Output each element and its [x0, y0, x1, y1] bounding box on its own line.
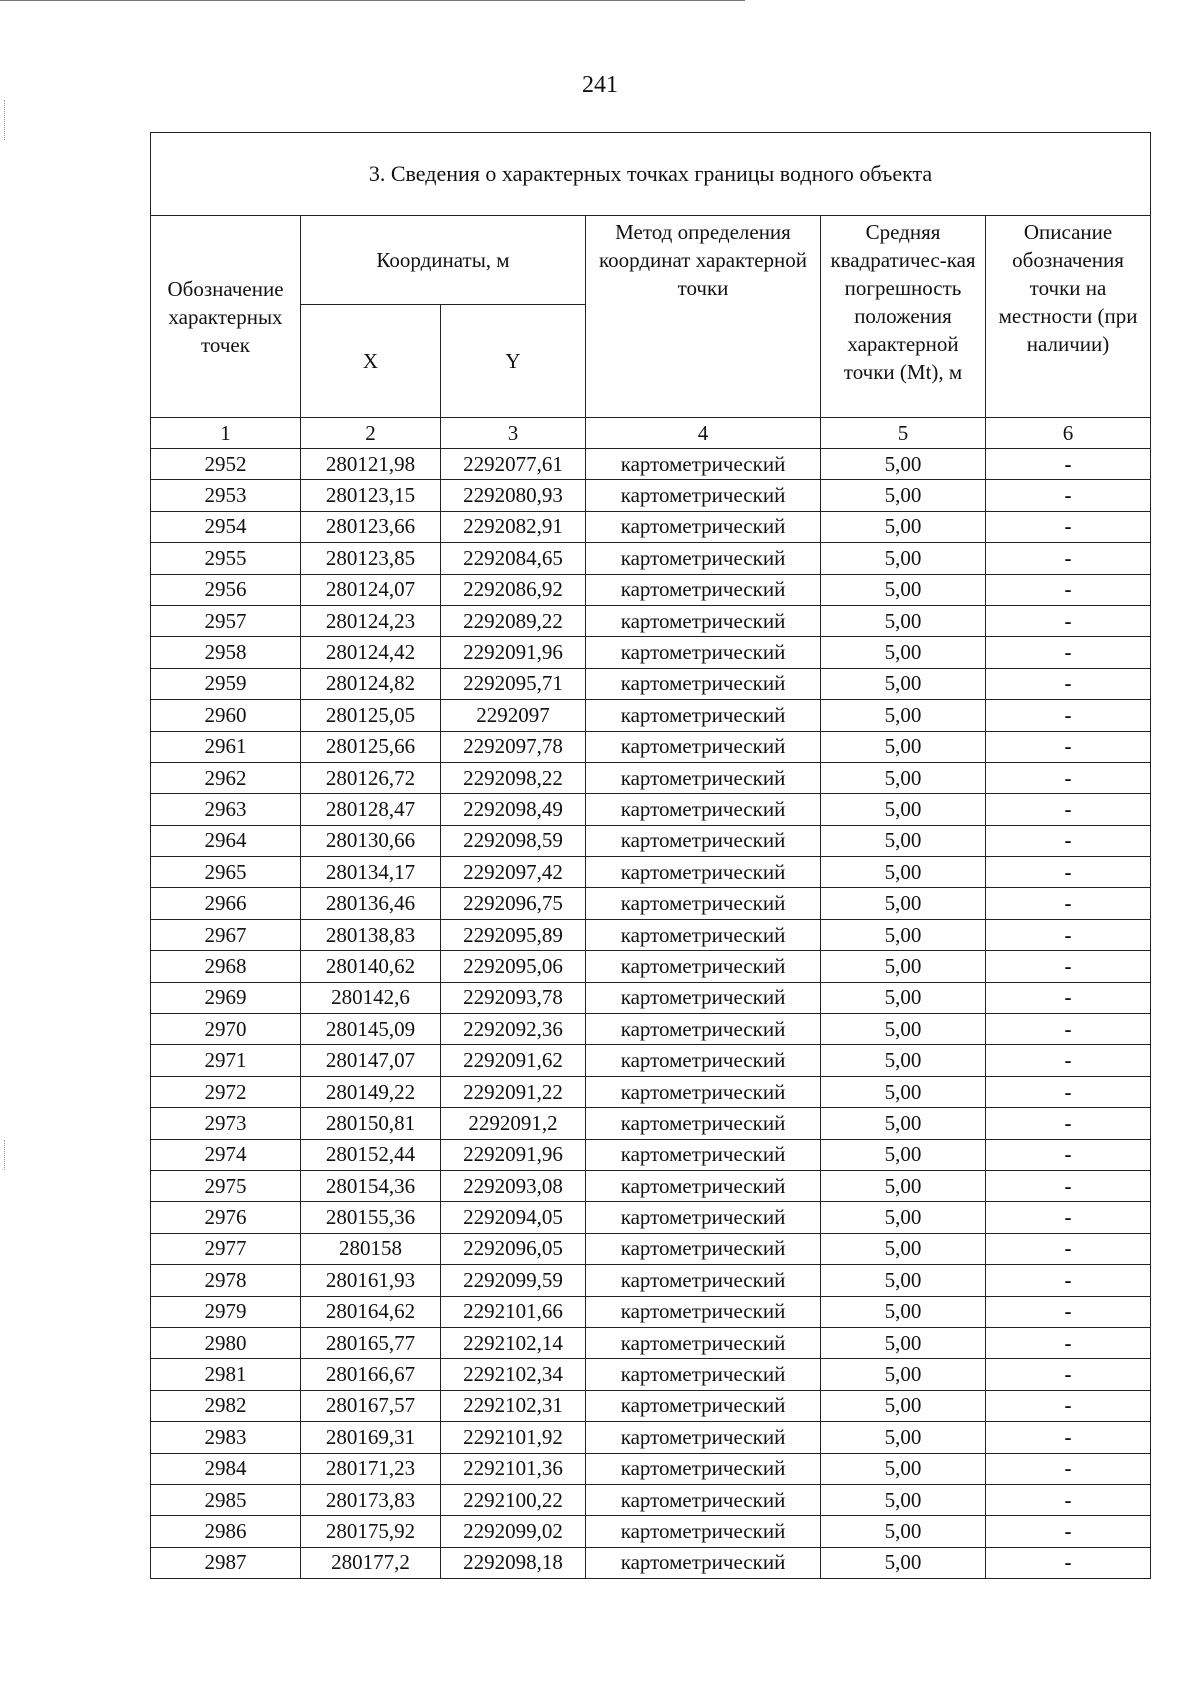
x-coordinate-cell: 280140,62 — [301, 951, 441, 982]
boundary-points-table — [150, 132, 1151, 1579]
table-title: 3. Сведения о характерных точках границы водного объекта — [151, 133, 1151, 216]
description-cell: - — [986, 1265, 1151, 1296]
method-cell: картометрический — [586, 1516, 821, 1547]
description-cell: - — [986, 574, 1151, 605]
y-coordinate-cell: 2292102,34 — [441, 1359, 586, 1390]
x-coordinate-cell: 280147,07 — [301, 1045, 441, 1076]
point-number-cell: 2968 — [151, 951, 301, 982]
x-coordinate-cell: 280167,57 — [301, 1390, 441, 1421]
y-coordinate-cell: 2292092,36 — [441, 1014, 586, 1045]
description-cell: - — [986, 637, 1151, 668]
method-cell: картометрический — [586, 825, 821, 856]
table-row — [151, 1484, 1151, 1515]
column-number: 1 — [151, 418, 301, 449]
y-coordinate-cell: 2292093,08 — [441, 1170, 586, 1201]
point-number-cell: 2970 — [151, 1014, 301, 1045]
description-cell: - — [986, 1202, 1151, 1233]
header-designation: Обозначение характерных точек — [151, 216, 301, 418]
x-coordinate-cell: 280173,83 — [301, 1484, 441, 1515]
description-cell: - — [986, 888, 1151, 919]
y-coordinate-cell: 2292080,93 — [441, 480, 586, 511]
point-number-cell: 2973 — [151, 1108, 301, 1139]
table-row — [151, 1453, 1151, 1484]
table-row — [151, 1516, 1151, 1547]
description-cell: - — [986, 731, 1151, 762]
description-cell: - — [986, 794, 1151, 825]
x-coordinate-cell: 280134,17 — [301, 857, 441, 888]
method-cell: картометрический — [586, 668, 821, 699]
y-coordinate-cell: 2292098,22 — [441, 762, 586, 793]
description-cell: - — [986, 982, 1151, 1013]
description-cell: - — [986, 480, 1151, 511]
method-cell: картометрический — [586, 700, 821, 731]
point-number-cell: 2952 — [151, 449, 301, 480]
table-row — [151, 668, 1151, 699]
description-cell: - — [986, 605, 1151, 636]
method-cell: картометрический — [586, 1202, 821, 1233]
y-coordinate-cell: 2292091,22 — [441, 1076, 586, 1107]
y-coordinate-cell: 2292095,71 — [441, 668, 586, 699]
x-coordinate-cell: 280177,2 — [301, 1547, 441, 1578]
method-cell: картометрический — [586, 511, 821, 542]
table-row — [151, 543, 1151, 574]
point-number-cell: 2978 — [151, 1265, 301, 1296]
error-cell: 5,00 — [821, 637, 986, 668]
method-cell: картометрический — [586, 480, 821, 511]
error-cell: 5,00 — [821, 1170, 986, 1201]
y-coordinate-cell: 2292101,92 — [441, 1422, 586, 1453]
y-coordinate-cell: 2292089,22 — [441, 605, 586, 636]
description-cell: - — [986, 1359, 1151, 1390]
error-cell: 5,00 — [821, 1014, 986, 1045]
point-number-cell: 2981 — [151, 1359, 301, 1390]
method-cell: картометрический — [586, 1076, 821, 1107]
y-coordinate-cell: 2292097,78 — [441, 731, 586, 762]
point-number-cell: 2971 — [151, 1045, 301, 1076]
description-cell: - — [986, 1233, 1151, 1264]
description-cell: - — [986, 1296, 1151, 1327]
x-coordinate-cell: 280123,85 — [301, 543, 441, 574]
description-cell: - — [986, 1453, 1151, 1484]
method-cell: картометрический — [586, 951, 821, 982]
description-cell: - — [986, 700, 1151, 731]
table-row — [151, 731, 1151, 762]
table-row — [151, 951, 1151, 982]
method-cell: картометрический — [586, 1390, 821, 1421]
error-cell: 5,00 — [821, 700, 986, 731]
table-row — [151, 982, 1151, 1013]
x-coordinate-cell: 280154,36 — [301, 1170, 441, 1201]
column-numbers-row — [151, 418, 1151, 449]
x-coordinate-cell: 280166,67 — [301, 1359, 441, 1390]
table-row — [151, 605, 1151, 636]
x-coordinate-cell: 280161,93 — [301, 1265, 441, 1296]
point-number-cell: 2983 — [151, 1422, 301, 1453]
description-cell: - — [986, 1390, 1151, 1421]
x-coordinate-cell: 280158 — [301, 1233, 441, 1264]
method-cell: картометрический — [586, 1327, 821, 1358]
table-row — [151, 888, 1151, 919]
y-coordinate-cell: 2292091,62 — [441, 1045, 586, 1076]
x-coordinate-cell: 280155,36 — [301, 1202, 441, 1233]
y-coordinate-cell: 2292100,22 — [441, 1484, 586, 1515]
table-row — [151, 919, 1151, 950]
point-number-cell: 2969 — [151, 982, 301, 1013]
y-coordinate-cell: 2292091,96 — [441, 1139, 586, 1170]
table-row — [151, 825, 1151, 856]
x-coordinate-cell: 280171,23 — [301, 1453, 441, 1484]
method-cell: картометрический — [586, 762, 821, 793]
y-coordinate-cell: 2292096,05 — [441, 1233, 586, 1264]
column-number: 6 — [986, 418, 1151, 449]
point-number-cell: 2980 — [151, 1327, 301, 1358]
y-coordinate-cell: 2292099,02 — [441, 1516, 586, 1547]
x-coordinate-cell: 280130,66 — [301, 825, 441, 856]
x-coordinate-cell: 280169,31 — [301, 1422, 441, 1453]
y-coordinate-cell: 2292098,18 — [441, 1547, 586, 1578]
method-cell: картометрический — [586, 794, 821, 825]
description-cell: - — [986, 1139, 1151, 1170]
description-cell: - — [986, 1170, 1151, 1201]
y-coordinate-cell: 2292097,42 — [441, 857, 586, 888]
error-cell: 5,00 — [821, 1296, 986, 1327]
point-number-cell: 2956 — [151, 574, 301, 605]
column-number: 4 — [586, 418, 821, 449]
error-cell: 5,00 — [821, 1359, 986, 1390]
table-row — [151, 511, 1151, 542]
point-number-cell: 2964 — [151, 825, 301, 856]
error-cell: 5,00 — [821, 731, 986, 762]
method-cell: картометрический — [586, 1170, 821, 1201]
y-coordinate-cell: 2292102,31 — [441, 1390, 586, 1421]
scan-margin-mark — [4, 100, 5, 140]
method-cell: картометрический — [586, 1422, 821, 1453]
error-cell: 5,00 — [821, 825, 986, 856]
y-coordinate-cell: 2292091,2 — [441, 1108, 586, 1139]
point-number-cell: 2961 — [151, 731, 301, 762]
y-coordinate-cell: 2292094,05 — [441, 1202, 586, 1233]
method-cell: картометрический — [586, 637, 821, 668]
x-coordinate-cell: 280175,92 — [301, 1516, 441, 1547]
table-row — [151, 480, 1151, 511]
y-coordinate-cell: 2292098,59 — [441, 825, 586, 856]
error-cell: 5,00 — [821, 574, 986, 605]
error-cell: 5,00 — [821, 1139, 986, 1170]
point-number-cell: 2972 — [151, 1076, 301, 1107]
point-number-cell: 2974 — [151, 1139, 301, 1170]
y-coordinate-cell: 2292101,66 — [441, 1296, 586, 1327]
method-cell: картометрический — [586, 1296, 821, 1327]
point-number-cell: 2985 — [151, 1484, 301, 1515]
error-cell: 5,00 — [821, 1202, 986, 1233]
y-coordinate-cell: 2292102,14 — [441, 1327, 586, 1358]
method-cell: картометрический — [586, 1014, 821, 1045]
x-coordinate-cell: 280124,23 — [301, 605, 441, 636]
error-cell: 5,00 — [821, 1076, 986, 1107]
table-row — [151, 1327, 1151, 1358]
error-cell: 5,00 — [821, 982, 986, 1013]
error-cell: 5,00 — [821, 1390, 986, 1421]
error-cell: 5,00 — [821, 794, 986, 825]
header-y: Y — [441, 305, 586, 418]
description-cell: - — [986, 857, 1151, 888]
description-cell: - — [986, 1327, 1151, 1358]
point-number-cell: 2982 — [151, 1390, 301, 1421]
scan-margin-mark — [4, 1140, 5, 1170]
page-number: 241 — [582, 72, 618, 98]
method-cell: картометрический — [586, 574, 821, 605]
error-cell: 5,00 — [821, 605, 986, 636]
error-cell: 5,00 — [821, 1233, 986, 1264]
scan-edge-line — [0, 0, 745, 1]
point-number-cell: 2960 — [151, 700, 301, 731]
column-number: 2 — [301, 418, 441, 449]
header-x: X — [301, 305, 441, 418]
point-number-cell: 2986 — [151, 1516, 301, 1547]
error-cell: 5,00 — [821, 1547, 986, 1578]
y-coordinate-cell: 2292095,89 — [441, 919, 586, 950]
x-coordinate-cell: 280125,05 — [301, 700, 441, 731]
description-cell: - — [986, 1014, 1151, 1045]
table-row — [151, 1265, 1151, 1296]
description-cell: - — [986, 1076, 1151, 1107]
method-cell: картометрический — [586, 1359, 821, 1390]
column-number: 3 — [441, 418, 586, 449]
description-cell: - — [986, 1108, 1151, 1139]
table-row — [151, 1422, 1151, 1453]
error-cell: 5,00 — [821, 543, 986, 574]
method-cell: картометрический — [586, 888, 821, 919]
y-coordinate-cell: 2292097 — [441, 700, 586, 731]
x-coordinate-cell: 280124,07 — [301, 574, 441, 605]
error-cell: 5,00 — [821, 1422, 986, 1453]
description-cell: - — [986, 919, 1151, 950]
error-cell: 5,00 — [821, 1265, 986, 1296]
y-coordinate-cell: 2292084,65 — [441, 543, 586, 574]
error-cell: 5,00 — [821, 857, 986, 888]
x-coordinate-cell: 280149,22 — [301, 1076, 441, 1107]
error-cell: 5,00 — [821, 1327, 986, 1358]
x-coordinate-cell: 280128,47 — [301, 794, 441, 825]
method-cell: картометрический — [586, 731, 821, 762]
point-number-cell: 2962 — [151, 762, 301, 793]
error-cell: 5,00 — [821, 511, 986, 542]
error-cell: 5,00 — [821, 888, 986, 919]
error-cell: 5,00 — [821, 1045, 986, 1076]
x-coordinate-cell: 280126,72 — [301, 762, 441, 793]
point-number-cell: 2987 — [151, 1547, 301, 1578]
method-cell: картометрический — [586, 1547, 821, 1578]
description-cell: - — [986, 543, 1151, 574]
error-cell: 5,00 — [821, 449, 986, 480]
header-error: Средняя квадратичес-кая погрешность положения характерной точки (Mt), м — [821, 216, 986, 418]
table-row — [151, 1170, 1151, 1201]
error-cell: 5,00 — [821, 1484, 986, 1515]
error-cell: 5,00 — [821, 1516, 986, 1547]
description-cell: - — [986, 762, 1151, 793]
error-cell: 5,00 — [821, 480, 986, 511]
method-cell: картометрический — [586, 1233, 821, 1264]
method-cell: картометрический — [586, 1484, 821, 1515]
description-cell: - — [986, 449, 1151, 480]
point-number-cell: 2967 — [151, 919, 301, 950]
description-cell: - — [986, 1484, 1151, 1515]
error-cell: 5,00 — [821, 1108, 986, 1139]
x-coordinate-cell: 280136,46 — [301, 888, 441, 919]
table-row — [151, 1014, 1151, 1045]
table-row — [151, 574, 1151, 605]
table-row — [151, 1233, 1151, 1264]
point-number-cell: 2959 — [151, 668, 301, 699]
column-number: 5 — [821, 418, 986, 449]
method-cell: картометрический — [586, 1453, 821, 1484]
method-cell: картометрический — [586, 982, 821, 1013]
y-coordinate-cell: 2292082,91 — [441, 511, 586, 542]
method-cell: картометрический — [586, 605, 821, 636]
x-coordinate-cell: 280121,98 — [301, 449, 441, 480]
description-cell: - — [986, 1516, 1151, 1547]
point-number-cell: 2963 — [151, 794, 301, 825]
point-number-cell: 2957 — [151, 605, 301, 636]
point-number-cell: 2984 — [151, 1453, 301, 1484]
point-number-cell: 2966 — [151, 888, 301, 919]
error-cell: 5,00 — [821, 951, 986, 982]
table-row — [151, 1108, 1151, 1139]
table-row — [151, 1390, 1151, 1421]
table-row — [151, 1547, 1151, 1578]
x-coordinate-cell: 280142,6 — [301, 982, 441, 1013]
y-coordinate-cell: 2292086,92 — [441, 574, 586, 605]
x-coordinate-cell: 280164,62 — [301, 1296, 441, 1327]
error-cell: 5,00 — [821, 762, 986, 793]
x-coordinate-cell: 280123,15 — [301, 480, 441, 511]
table-row — [151, 1296, 1151, 1327]
description-cell: - — [986, 668, 1151, 699]
point-number-cell: 2975 — [151, 1170, 301, 1201]
x-coordinate-cell: 280150,81 — [301, 1108, 441, 1139]
table-row — [151, 1045, 1151, 1076]
method-cell: картометрический — [586, 857, 821, 888]
description-cell: - — [986, 1547, 1151, 1578]
table-row — [151, 449, 1151, 480]
x-coordinate-cell: 280145,09 — [301, 1014, 441, 1045]
point-number-cell: 2965 — [151, 857, 301, 888]
error-cell: 5,00 — [821, 668, 986, 699]
method-cell: картометрический — [586, 1045, 821, 1076]
y-coordinate-cell: 2292096,75 — [441, 888, 586, 919]
x-coordinate-cell: 280165,77 — [301, 1327, 441, 1358]
description-cell: - — [986, 825, 1151, 856]
table-row — [151, 1359, 1151, 1390]
method-cell: картометрический — [586, 1139, 821, 1170]
table-row — [151, 762, 1151, 793]
y-coordinate-cell: 2292091,96 — [441, 637, 586, 668]
method-cell: картометрический — [586, 1108, 821, 1139]
error-cell: 5,00 — [821, 1453, 986, 1484]
x-coordinate-cell: 280123,66 — [301, 511, 441, 542]
method-cell: картометрический — [586, 1265, 821, 1296]
point-number-cell: 2977 — [151, 1233, 301, 1264]
method-cell: картометрический — [586, 449, 821, 480]
method-cell: картометрический — [586, 543, 821, 574]
error-cell: 5,00 — [821, 919, 986, 950]
x-coordinate-cell: 280152,44 — [301, 1139, 441, 1170]
description-cell: - — [986, 511, 1151, 542]
table-row — [151, 637, 1151, 668]
x-coordinate-cell: 280138,83 — [301, 919, 441, 950]
y-coordinate-cell: 2292095,06 — [441, 951, 586, 982]
point-number-cell: 2954 — [151, 511, 301, 542]
y-coordinate-cell: 2292101,36 — [441, 1453, 586, 1484]
method-cell: картометрический — [586, 919, 821, 950]
table-row — [151, 700, 1151, 731]
y-coordinate-cell: 2292077,61 — [441, 449, 586, 480]
header-method: Метод определения координат характерной точки — [586, 216, 821, 418]
y-coordinate-cell: 2292098,49 — [441, 794, 586, 825]
description-cell: - — [986, 1422, 1151, 1453]
header-description: Описание обозначения точки на местности (при наличии) — [986, 216, 1151, 418]
table-row — [151, 1076, 1151, 1107]
point-number-cell: 2976 — [151, 1202, 301, 1233]
y-coordinate-cell: 2292099,59 — [441, 1265, 586, 1296]
table-row — [151, 794, 1151, 825]
table-row — [151, 1139, 1151, 1170]
x-coordinate-cell: 280124,82 — [301, 668, 441, 699]
table-row — [151, 857, 1151, 888]
table-row — [151, 1202, 1151, 1233]
y-coordinate-cell: 2292093,78 — [441, 982, 586, 1013]
point-number-cell: 2953 — [151, 480, 301, 511]
header-coordinates: Координаты, м — [301, 216, 586, 305]
description-cell: - — [986, 951, 1151, 982]
description-cell: - — [986, 1045, 1151, 1076]
x-coordinate-cell: 280125,66 — [301, 731, 441, 762]
point-number-cell: 2979 — [151, 1296, 301, 1327]
point-number-cell: 2958 — [151, 637, 301, 668]
x-coordinate-cell: 280124,42 — [301, 637, 441, 668]
point-number-cell: 2955 — [151, 543, 301, 574]
